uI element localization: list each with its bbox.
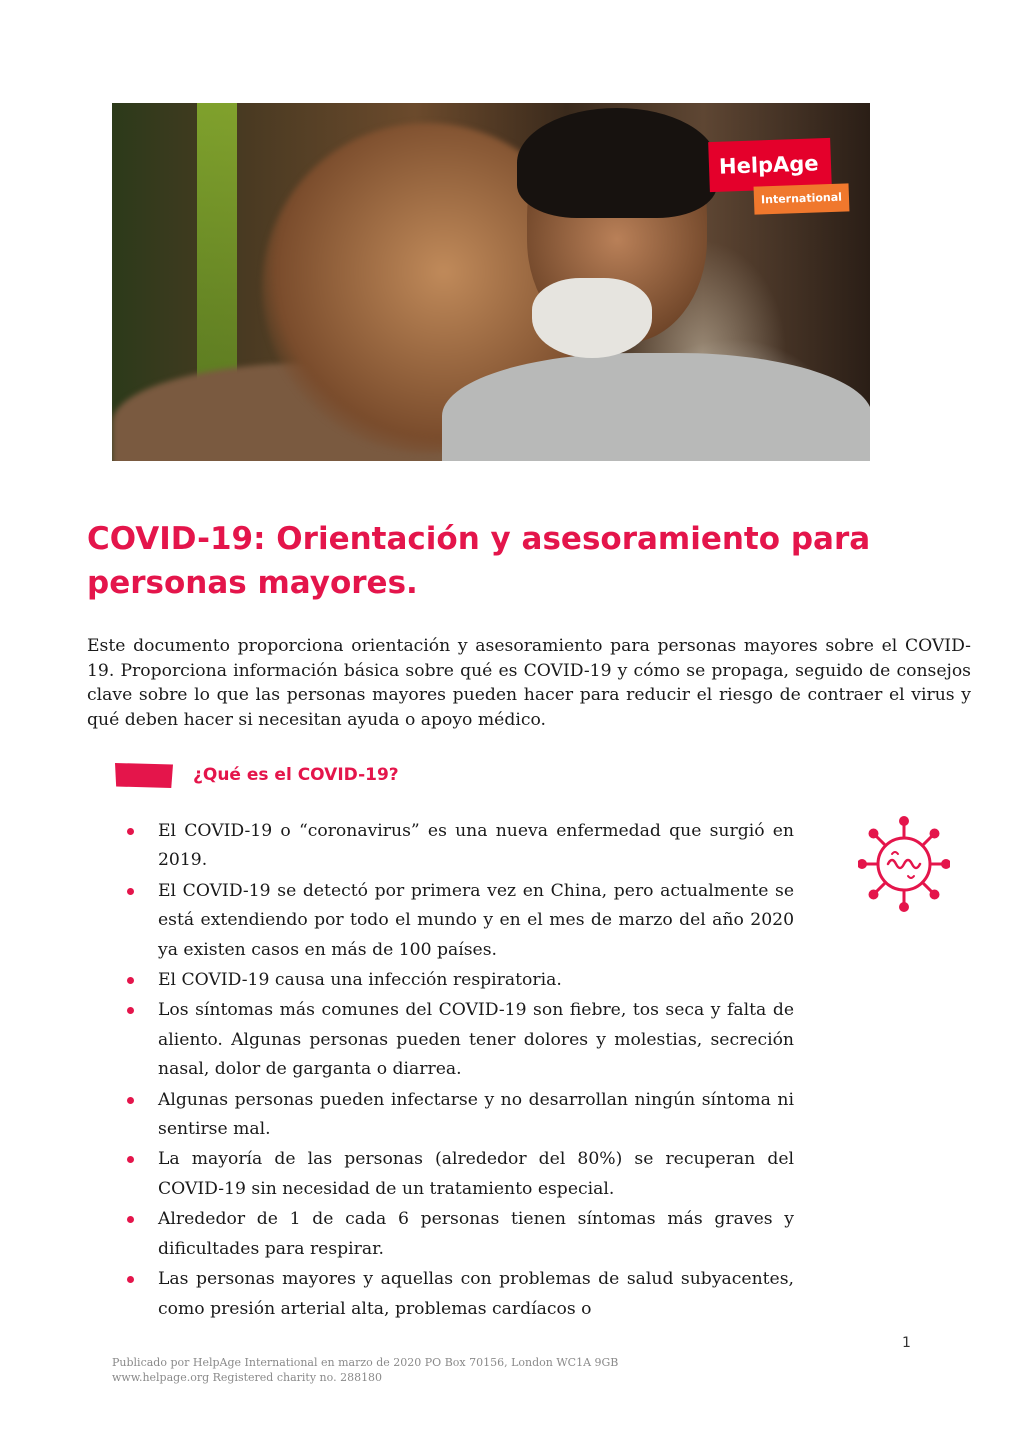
footer <box>112 1355 812 1385</box>
page-number: 1 <box>902 1335 911 1351</box>
bullet-icon <box>127 1156 134 1163</box>
footer-publisher: Publicado por HelpAge International en marzo de 2020 PO Box 70156, London WC1A 9GB <box>112 1356 619 1369</box>
list-item-text: La mayoría de las personas (alrededor del 80%) se recuperan del COVID-19 sin necesidad de un tratamiento especial. <box>158 1149 794 1199</box>
list-item <box>127 877 794 965</box>
hero-photo <box>112 103 870 461</box>
bullet-icon <box>127 1276 134 1283</box>
virus-icon <box>858 812 950 912</box>
list-item-text: Los síntomas más comunes del COVID-19 son fiebre, tos seca y falta de aliento. Algunas personas pueden tener dolores y molestias, secreción nasal, dolor de garganta o diarrea. <box>158 1000 794 1080</box>
page-title: COVID-19: Orientación y asesoramiento para personas mayores. <box>87 521 871 601</box>
logo-text-international: International <box>754 183 850 214</box>
bullet-icon <box>127 1097 134 1104</box>
list-item-text: El COVID-19 o “coronavirus” es una nueva enfermedad que surgió en 2019. <box>158 821 794 871</box>
footer-website: www.helpage.org Registered charity no. 288180 <box>112 1371 383 1384</box>
list-item <box>127 1086 794 1145</box>
helpage-logo <box>709 140 849 216</box>
section-marker <box>115 763 173 788</box>
list-item <box>127 966 794 995</box>
list-item-text: El COVID-19 causa una infección respiratoria. <box>158 970 562 991</box>
facts-list <box>127 817 794 1325</box>
logo-text-helpage: HelpAge <box>708 138 832 192</box>
list-item-text: El COVID-19 se detectó por primera vez en China, pero actualmente se está extendiendo por todo el mundo y en el mes de marzo del año 2020 ya existen casos en más de 100 países. <box>158 880 794 960</box>
list-item-text: Algunas personas pueden infectarse y no desarrollan ningún síntoma ni sentirse mal. <box>158 1089 794 1140</box>
list-item <box>127 1205 794 1264</box>
bullet-icon <box>127 888 134 895</box>
bullet-icon <box>127 1216 134 1223</box>
list-item <box>127 1145 794 1204</box>
list-item <box>127 817 794 876</box>
intro-paragraph: Este documento proporciona orientación y asesoramiento para personas mayores sobre el COVID-19. Proporciona información básica sobre qué es COVID-19 y cómo se propaga, seguido de consejos clave sobre lo que las personas mayores pueden hacer para reducir el riesgo de contraer el virus y qué deben hacer si necesitan ayuda o apoyo médico. <box>87 636 971 730</box>
bullet-icon <box>127 1007 134 1014</box>
list-item <box>127 996 794 1084</box>
bullet-icon <box>127 977 134 984</box>
list-item <box>127 1265 794 1324</box>
bullet-icon <box>127 828 134 835</box>
list-item-text: Alrededor de 1 de cada 6 personas tienen síntomas más graves y dificultades para respirar. <box>158 1209 794 1259</box>
section-title: ¿Qué es el COVID-19? <box>193 765 399 785</box>
list-item-text: Las personas mayores y aquellas con problemas de salud subyacentes, como presión arterial alta, problemas cardíacos o <box>158 1269 794 1319</box>
